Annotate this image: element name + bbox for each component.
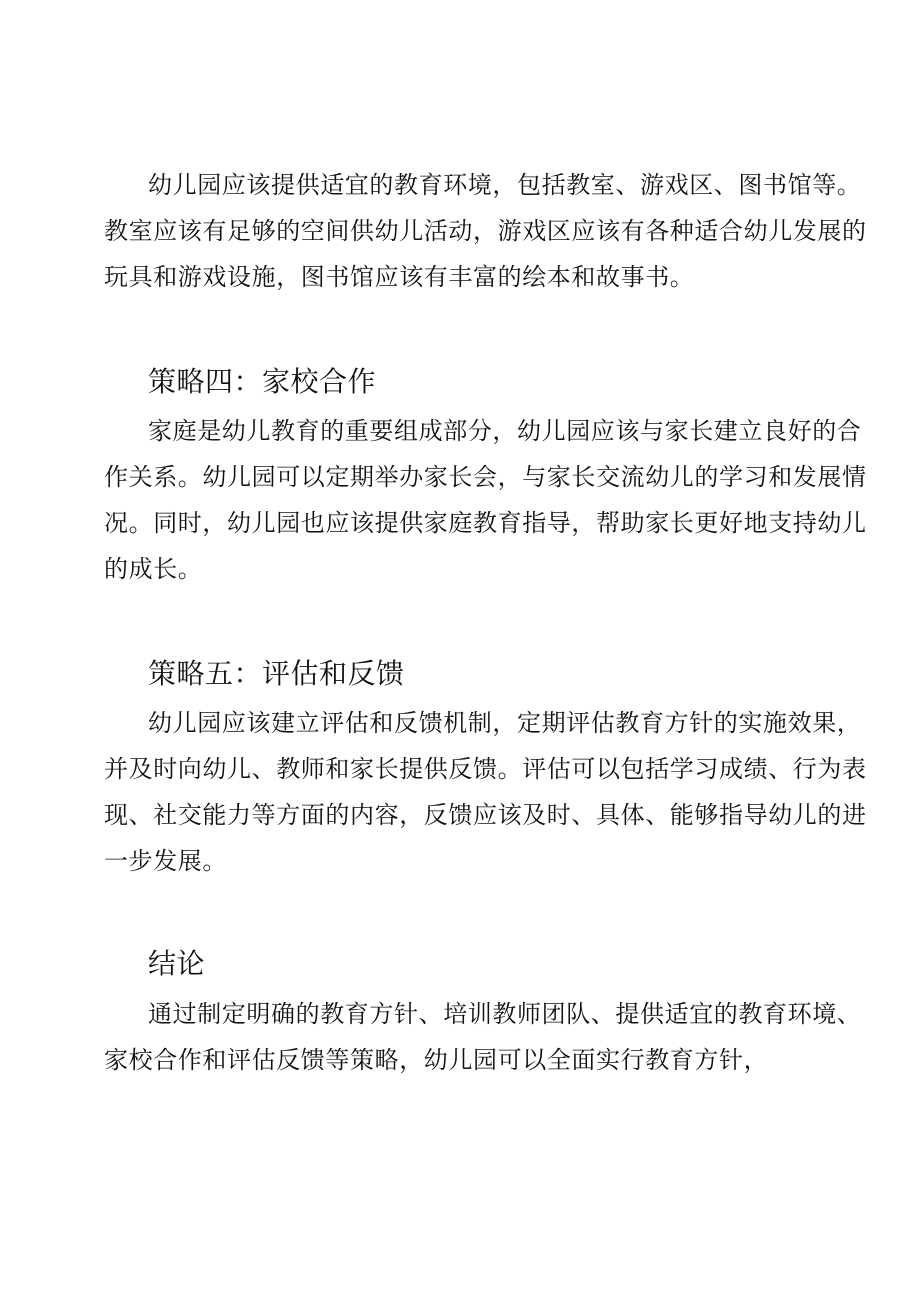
paragraph-line: 现、社交能力等方面的内容，反馈应该及时、具体、能够指导幼儿的进	[104, 801, 867, 829]
paragraph-line: 的成长。	[104, 555, 203, 583]
paragraph-line: 教室应该有足够的空间供幼儿活动，游戏区应该有各种适合幼儿发展的	[104, 217, 867, 245]
paragraph-line: 幼儿园应该建立评估和反馈机制，定期评估教育方针的实施效果，	[148, 709, 862, 737]
section-heading-strategy-5: 策略五：评估和反馈	[148, 657, 405, 690]
paragraph-line: 玩具和游戏设施，图书馆应该有丰富的绘本和故事书。	[104, 263, 695, 291]
paragraph-line: 况。同时，幼儿园也应该提供家庭教育指导，帮助家长更好地支持幼儿	[104, 509, 867, 537]
paragraph-line: 并及时向幼儿、教师和家长提供反馈。评估可以包括学习成绩、行为表	[104, 755, 867, 783]
section-heading-conclusion: 结论	[148, 947, 206, 980]
paragraph-line: 通过制定明确的教育方针、培训教师团队、提供适宜的教育环境、	[148, 1000, 862, 1028]
paragraph-home-school	[104, 408, 867, 592]
paragraph-environment	[104, 162, 867, 300]
paragraph-line: 家庭是幼儿教育的重要组成部分，幼儿园应该与家长建立良好的合	[148, 417, 862, 445]
paragraph-line: 家校合作和评估反馈等策略，幼儿园可以全面实行教育方针，	[104, 1046, 769, 1074]
paragraph-line: 幼儿园应该提供适宜的教育环境，包括教室、游戏区、图书馆等。	[148, 171, 862, 199]
paragraph-conclusion	[104, 991, 862, 1083]
paragraph-evaluation	[104, 700, 867, 884]
section-heading-strategy-4: 策略四：家校合作	[148, 365, 377, 398]
paragraph-line: 作关系。幼儿园可以定期举办家长会，与家长交流幼儿的学习和发展情	[104, 463, 867, 491]
paragraph-line: 一步发展。	[104, 847, 227, 875]
